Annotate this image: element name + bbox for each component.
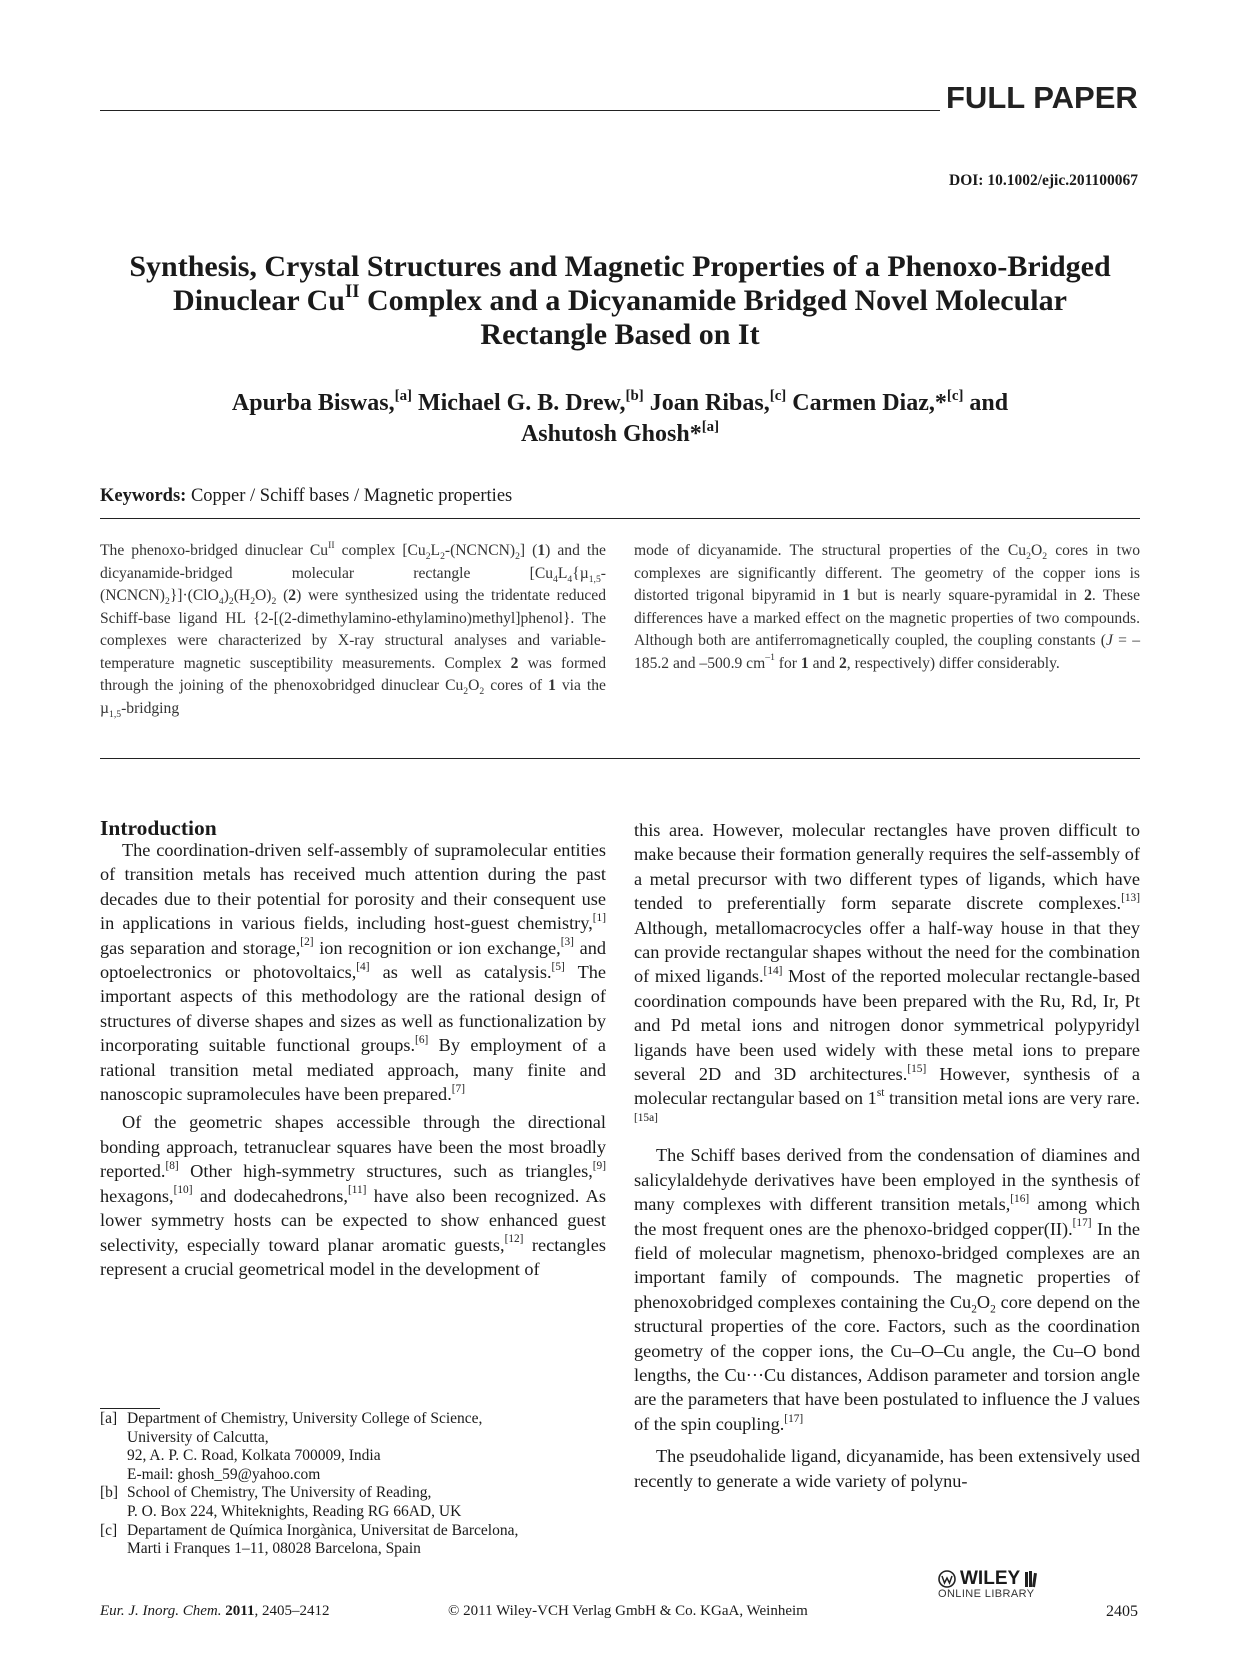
email-link[interactable]: E-mail: ghosh_59@yahoo.com [127,1465,321,1483]
affiliations [100,1410,620,1559]
author-name: Ashutosh Ghosh* [520,421,702,447]
affiliation-a: [a] Department of Chemistry, University College of Science, University of Calcutta, 92, A. P. C. Road, Kolkata 700009, India E-mail: ghosh_59@yahoo.com [100,1410,483,1483]
author-affiliation-mark: [a] [394,387,412,404]
article-type-label: FULL PAPER [946,80,1138,115]
paragraph: The pseudohalide ligand, dicyanamide, has been extensively used recently to generate a wide variety of polynu- [634,1446,1140,1491]
section-heading-introduction: Introduction [100,816,217,840]
page-number: 2405 [1106,1603,1138,1620]
keywords-text: Copper / Schiff bases / Magnetic properties [186,486,513,506]
author-conjunction: and [963,390,1009,416]
author-name: Joan Ribas, [643,390,770,416]
body-column-left [100,838,606,1281]
affiliation-b: [b] School of Chemistry, The University of Reading, P. O. Box 224, Whiteknights, Reading RG 66AD, UK [100,1484,462,1520]
doi[interactable]: DOI: 10.1002/ejic.201100067 [949,172,1138,189]
copyright: © 2011 Wiley-VCH Verlag GmbH & Co. KGaA, Weinheim [448,1603,808,1619]
paragraph: Of the geometric shapes accessible through the directional bonding approach, tetranuclear squares have been the most broadly reported.[8] Other high-symmetry structures, such as triangles,[9] hexagons,[10] and dodecahedrons,[11] have also been recognized. As lower symmetry hosts can be expected to show enhanced guest selectivity, especially toward planar aromatic guests,[12] rectangles represent a crucial geometrical model in the development of [100,1112,606,1279]
author-name: Apurba Biswas, [231,390,395,416]
author-name: Michael G. B. Drew, [411,390,626,416]
books-icon [1024,1570,1040,1588]
abstract-rule [100,758,1140,759]
wiley-logo[interactable]: WILEY ONLINE LIBRARY [938,1568,1048,1600]
title-line-2: Dinuclear $Cu^{II}$ Complex and a Dicyanamide Bridged Novel Molecular [173,281,1067,317]
paper-title [100,250,1140,352]
abstract-column-right: mode of dicyanamide. The structural properties of the $Cu_2O_2$ cores in two complexes are significantly different. The geometry of the copper ions is distorted trigonal bipyramid in 1 but is nearly square-pyramidal in 2. These differences have a marked effect on the magnetic properties of two compounds. Although both are antiferromagnetically coupled, the coupling constants (J = –185.2 and –500.9 $cm^{-1}$ for 1 and 2, respectively) differ considerably. [634,542,1141,672]
abstract-column-left: The phenoxo-bridged dinuclear $Cu^{II}$ complex $[Cu_2L_2-(NCNCN)_2]$ (1) and the dicyanamide-bridged molecular rectangle $[Cu_4L_4\{\mu_{1,5}-(NCNCN)_2\}]\cdot(ClO_4)_2(H_2O)_2$ (2) were synthesized using the tridentate reduced Schiff-base ligand HL {2-[(2-dimethylamino-ethylamino)methyl]phenol}. The complexes were characterized by X-ray structural analyses and variable-temperature magnetic susceptibility measurements. Complex 2 was formed through the joining of the phenoxobridged dinuclear $Cu_2O_2$ cores of 1 via the µ$_{1,5}$-bridging [100,539,607,720]
title-line-3: Rectangle Based on It [480,318,760,351]
author-list [100,388,1140,450]
author-affiliation-mark: [c] [946,387,964,404]
title-line-1: Synthesis, Crystal Structures and Magnetic Properties of a Phenoxo-Bridged [129,250,1111,283]
author-affiliation-mark: [c] [769,387,787,404]
header-rule [100,110,940,111]
journal-citation: Eur. J. Inorg. Chem. 2011, 2405–2412 [100,1603,330,1619]
paragraph: The Schiff bases derived from the condensation of diamines and salicylaldehyde derivatives have been employed in the synthesis of many complexes with different transition metals,[16] among which the most frequent ones are the phenoxo-bridged copper(II).[17] In the field of molecular magnetism, phenoxo-bridged complexes are an important family of compounds. The magnetic properties of phenoxobridged complexes containing the $Cu_2O_2$ core depend on the structural properties of the core. Factors, such as the coordination geometry of the copper ions, the Cu–O–Cu angle, the Cu–O bond lengths, the Cu···Cu distances, Addison parameter and torsion angle are the parameters that have been postulated to influence the J values of the spin coupling.[17] [634,1145,1141,1434]
keywords-label: Keywords: [100,486,187,506]
author-affiliation-mark: [b] [625,387,644,404]
affiliation-c: [c] Departament de Química Inorgànica, Universitat de Barcelona, Marti i Franques 1–11, 08028 Barcelona, Spain [100,1521,519,1558]
wiley-emblem-icon [938,1570,956,1588]
paragraph: The coordination-driven self-assembly of supramolecular entities of transition metals has received much attention during the past decades due to their potential for porosity and their consequent use in applications in various fields, including host-guest chemistry,[1] gas separation and storage,[2] ion recognition or ion exchange,[3] and optoelectronics or photovoltaics,[4] as well as catalysis.[5] The important aspects of this methodology are the rational design of structures of diverse shapes and sizes as well as functionalization by incorporating suitable functional groups.[6] By employment of a rational transition metal mediated approach, many finite and nanoscopic supramolecules have been prepared.[7] [100,840,607,1105]
keywords-rule [100,518,1140,519]
author-affiliation-mark: [a] [701,418,720,435]
paragraph: this area. However, molecular rectangles have proven difficult to make because their formation generally requires the self-assembly of a metal precursor with two different types of ligands, which have tended to preferentially form separate discrete complexes.[13] Although, metallomacrocycles offer a half-way house in that they can provide rectangular shapes without the need for the combination of mixed ligands.[14] Most of the reported molecular rectangle-based coordination compounds have been prepared with the Ru, Rd, Ir, Pt and Pd metal ions and nitrogen donor symmetrical polypyridyl ligands have been used widely with these metal ions to prepare several 2D and 3D architectures.[15] However, synthesis of a molecular rectangular based on 1st transition metal ions are very rare.[15a] [634,820,1140,1124]
keywords [100,486,512,507]
body-column-right [634,818,1140,1493]
footnote-rule [100,1408,160,1409]
author-name: Carmen Diaz,* [786,390,947,416]
